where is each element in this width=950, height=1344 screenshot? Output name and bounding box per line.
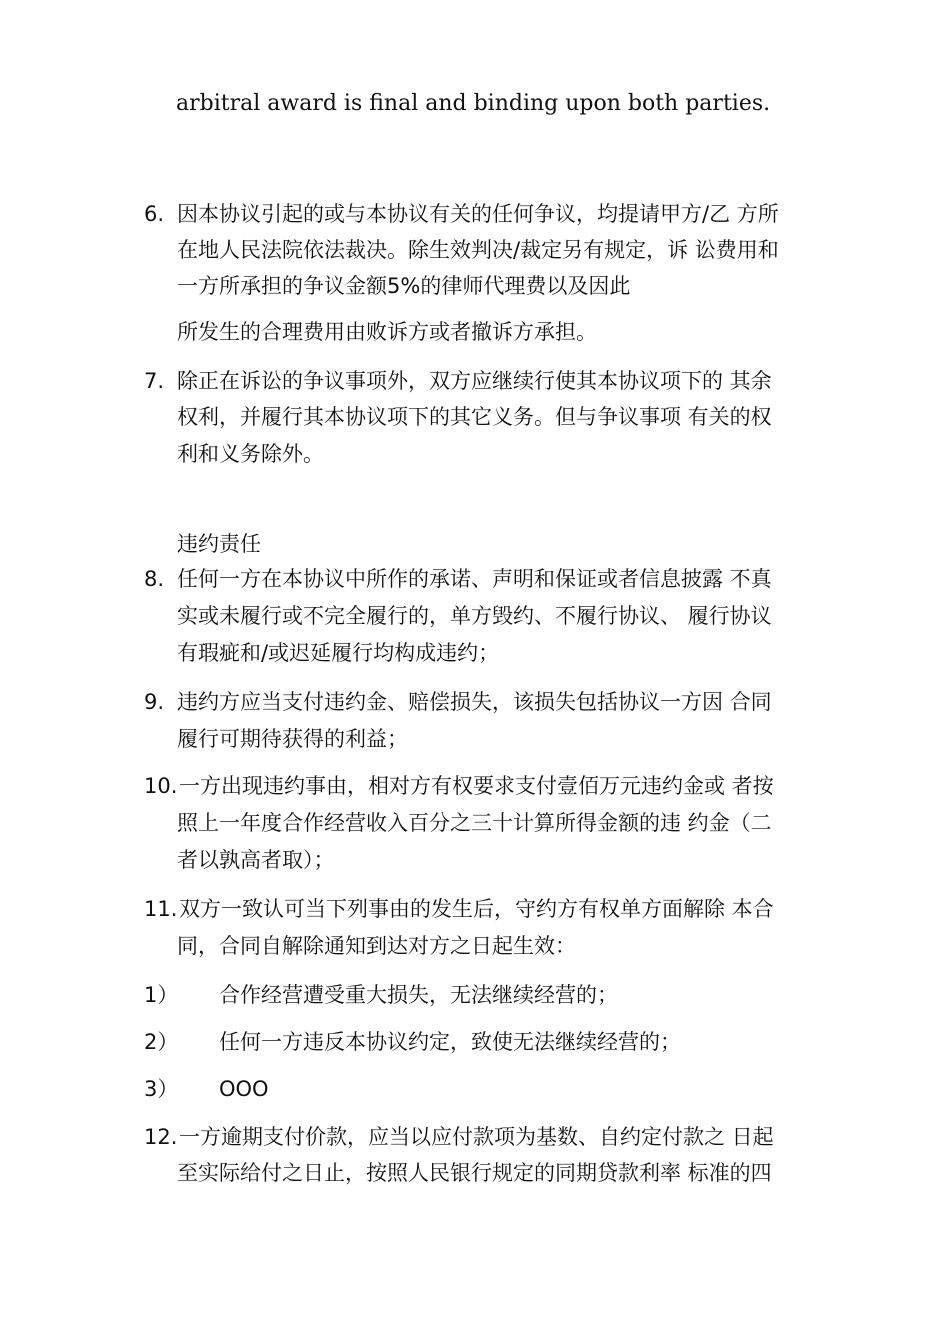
clause-number: 11. bbox=[144, 897, 178, 921]
clause-text-line: 权利，并履行其本协议项下的其它义务。但与争议事项 有关的权 bbox=[177, 405, 772, 429]
clause-text-line: 在地人民法院依法裁决。除生效判决/裁定另有规定，诉 讼费用和 bbox=[177, 238, 779, 262]
clause-text-line: 一方逾期支付价款，应当以应付款项为基数、自约定付款之 日起 bbox=[179, 1125, 774, 1149]
clause-text-line: 利和义务除外。 bbox=[177, 442, 324, 466]
clause-text-line: 所发生的合理费用由败诉方或者撤诉方承担。 bbox=[177, 320, 597, 344]
sub-item-label: 3） bbox=[144, 1077, 179, 1101]
clause-text-line: 照上一年度合作经营收入百分之三十计算所得金额的违 约金（二 bbox=[177, 811, 772, 835]
clause-number: 7. bbox=[144, 369, 165, 393]
clause-number: 8. bbox=[144, 567, 165, 591]
sub-item-text: OOO bbox=[219, 1077, 269, 1101]
clause-text-line: 双方一致认可当下列事由的发生后，守约方有权单方面解除 本合 bbox=[179, 897, 774, 921]
sub-item-label: 1） bbox=[144, 983, 179, 1007]
clause-text-line: 履行可期待获得的利益； bbox=[177, 727, 408, 751]
clause-text-line: 有瑕疵和/或迟延履行均构成违约； bbox=[177, 641, 500, 665]
clause-text-line: 至实际给付之日止，按照人民银行规定的同期贷款利率 标准的四 bbox=[177, 1161, 772, 1185]
sub-item-text: 合作经营遭受重大损失，无法继续经营的； bbox=[219, 983, 618, 1007]
clause-number: 12. bbox=[144, 1125, 178, 1149]
clause-text-line: 实或未履行或不完全履行的，单方毁约、不履行协议、 履行协议 bbox=[177, 604, 772, 628]
clause-text-line: 者以孰高者取）； bbox=[177, 848, 335, 872]
clause-text-line: 除正在诉讼的争议事项外，双方应继续行使其本协议项下的 其余 bbox=[177, 369, 772, 393]
clause-text-line: 因本协议引起的或与本协议有关的任何争议，均提请甲方/乙 方所 bbox=[177, 202, 779, 226]
clause-text-line: 违约方应当支付违约金、赔偿损失，该损失包括协议一方因 合同 bbox=[177, 690, 772, 714]
clause-text-line: 任何一方在本协议中所作的承诺、声明和保证或者信息披露 不真 bbox=[177, 567, 772, 591]
clause-number: 6. bbox=[144, 202, 165, 226]
clause-text-line: 一方出现违约事由，相对方有权要求支付壹佰万元违约金或 者按 bbox=[179, 774, 774, 798]
section-heading: 违约责任 bbox=[177, 532, 261, 556]
intro-line: arbitral award is final and binding upon both parties. bbox=[176, 91, 771, 116]
clause-text-line: 一方所承担的争议金额5%的律师代理费以及因此 bbox=[177, 274, 631, 298]
sub-item-label: 2） bbox=[144, 1030, 179, 1054]
clause-number: 10. bbox=[144, 774, 178, 798]
clause-number: 9. bbox=[144, 690, 165, 714]
sub-item-text: 任何一方违反本协议约定，致使无法继续经营的； bbox=[219, 1030, 681, 1054]
clause-text-line: 同，合同自解除通知到达对方之日起生效： bbox=[177, 934, 576, 958]
